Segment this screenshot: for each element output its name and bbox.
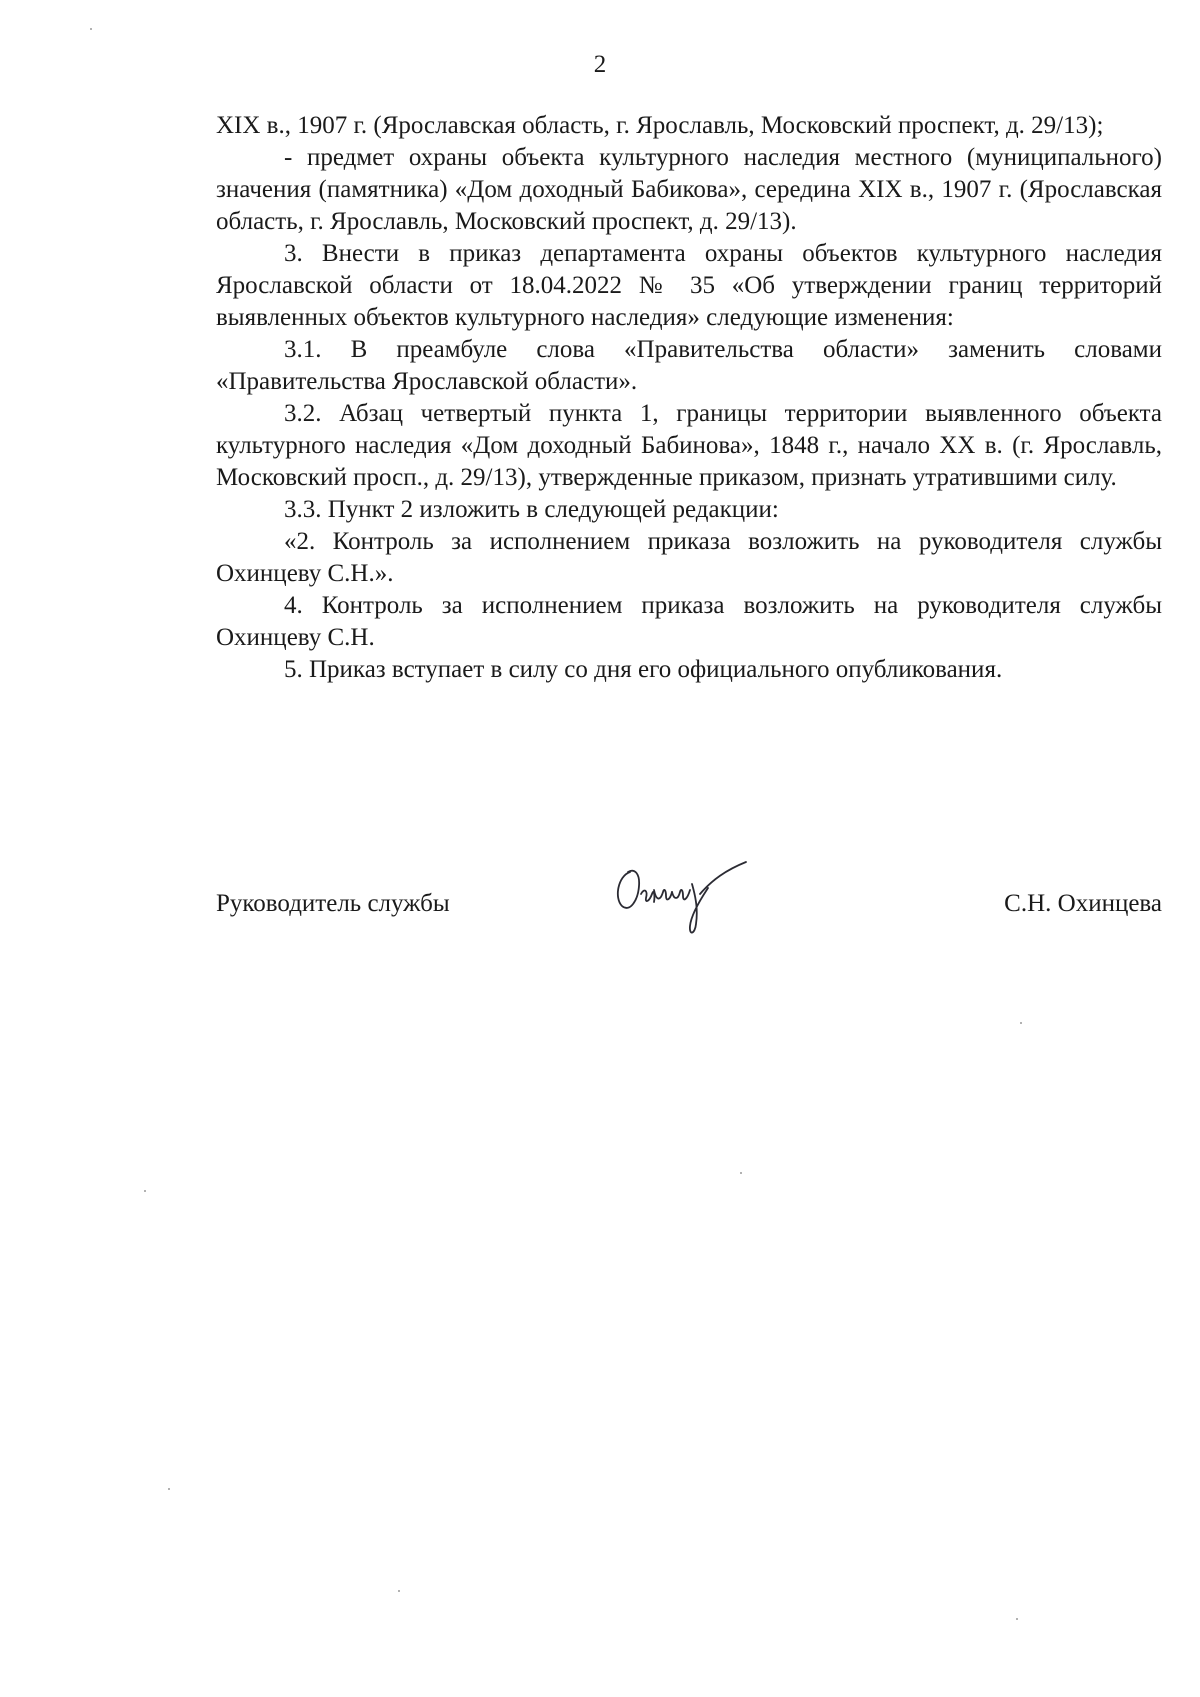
scan-speck [1020, 1022, 1022, 1024]
scan-speck [740, 1172, 742, 1174]
paragraph-item-5: 5. Приказ вступает в силу со дня его официального опубликования. [284, 656, 1003, 683]
scan-speck [1016, 1618, 1018, 1620]
handwritten-signature [608, 850, 758, 945]
paragraph-item-3: 3. Внести в приказ департамента охраны объектов культурного наследия Ярославской области от 18.04.2022 № 35 «Об утверждении границ территорий выявленных объектов культурного наследия» следующие изменения: [216, 240, 1162, 331]
scan-speck [168, 1488, 170, 1490]
signature-block [216, 888, 1162, 928]
scan-speck [144, 1190, 146, 1192]
paragraph-item-3-3: 3.3. Пункт 2 изложить в следующей редакции: [284, 496, 779, 523]
paragraph-item-3-2: 3.2. Абзац четвертый пункта 1, границы территории выявленного объекта культурного наследия «Дом доходный Бабинова», 1848 г., начало XX в. (г. Ярославль, Московский просп., д. 29/13), утвержденные приказом, признать утратившими силу. [216, 400, 1162, 491]
paragraph-continuation: XIX в., 1907 г. (Ярославская область, г. Ярославль, Московский проспект, д. 29/13); [216, 112, 1104, 139]
signatory-position: Руководитель службы [216, 890, 450, 917]
document-body [216, 110, 1162, 686]
paragraph-item-3-3-text: «2. Контроль за исполнением приказа возложить на руководителя службы Охинцеву С.Н.». [216, 528, 1162, 587]
scan-speck [90, 28, 92, 30]
page-number: 2 [593, 51, 607, 78]
paragraph-item-3-1: 3.1. В преамбуле слова «Правительства области» заменить словами «Правительства Ярославской области». [216, 336, 1162, 395]
signatory-name: С.Н. Охинцева [1004, 890, 1162, 917]
scan-speck [398, 1590, 400, 1592]
paragraph-protection-subject: - предмет охраны объекта культурного наследия местного (муниципального) значения (памятника) «Дом доходный Бабикова», середина XIX в., 1907 г. (Ярославская область, г. Ярославль, Московский проспект, д. 29/13). [216, 144, 1162, 235]
paragraph-item-4: 4. Контроль за исполнением приказа возложить на руководителя службы Охинцеву С.Н. [216, 592, 1162, 651]
